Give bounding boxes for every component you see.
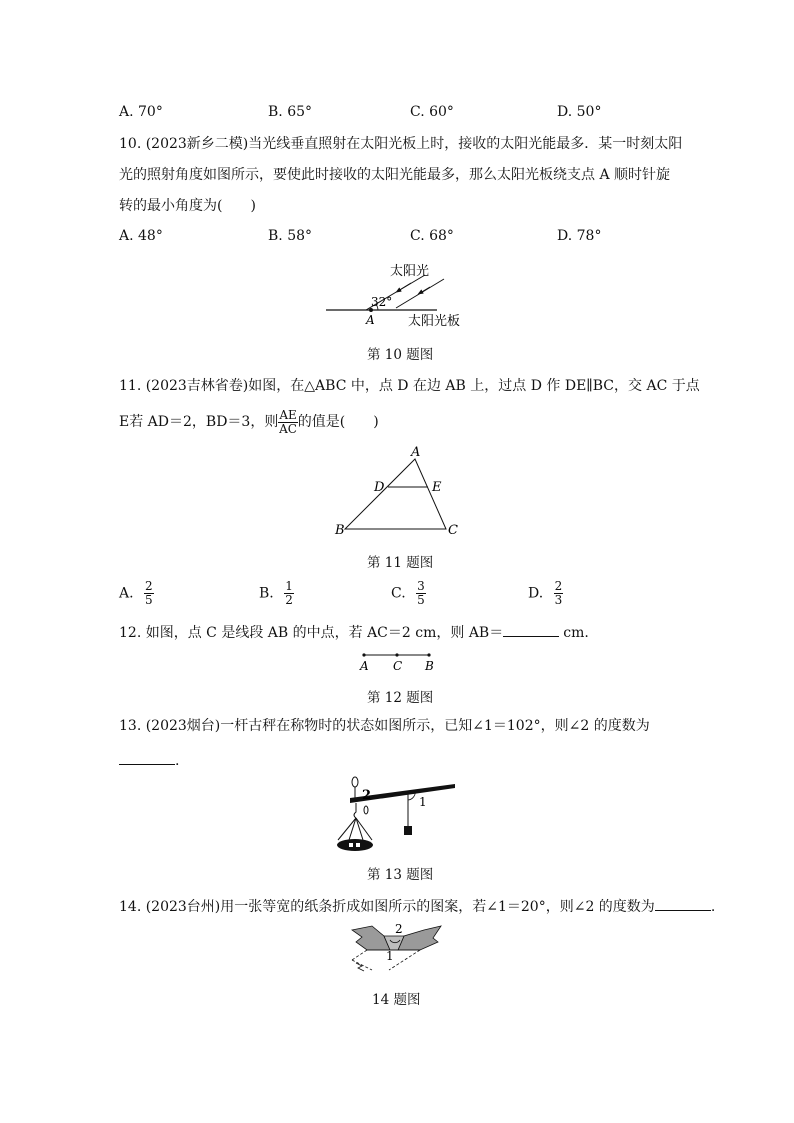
q11-label-b: B: [335, 523, 345, 538]
q9-option-a: A. 70°: [119, 104, 163, 120]
q11-text-line2-post: 的值是( ): [297, 414, 379, 430]
q10-label-sunlight: 太阳光: [390, 264, 430, 279]
q10-option-d: D. 78°: [557, 228, 602, 244]
q14-text: 14. (2023台州)用一张等宽的纸条折成如图所示的图案，若∠1＝20°，则∠2 的度数为 .: [119, 896, 715, 917]
q11-option-a: A. $\frac{2}{5}$: [119, 579, 153, 607]
q10-option-b: B. 58°: [268, 228, 313, 244]
q10-text-line2: 光的照射角度如图所示，要使此时接收的太阳光能最多，那么太阳光板绕支点 A 顺时针旋: [119, 167, 671, 183]
q9-option-c: C. 60°: [410, 104, 454, 120]
q14-strip-right: [398, 926, 441, 950]
q11-label-a: A: [411, 445, 421, 460]
q13-label-angle1: 1: [419, 795, 427, 809]
q10-option-c: C. 68°: [410, 228, 454, 244]
q13-text-line2: .: [119, 750, 179, 771]
q13-caption: 第 13 题图: [367, 867, 434, 883]
q12-text: 12. 如图，点 C 是线段 AB 的中点，若 AC＝2 cm，则 AB＝ cm.: [119, 622, 589, 643]
q11-option-c: C. $\frac{3}{5}$: [391, 579, 425, 607]
q11-option-c-fraction: $\frac{3}{5}$: [417, 579, 425, 607]
q9-option-b: B. 65°: [268, 104, 313, 120]
q14-tear: [356, 963, 364, 971]
q12-caption: 第 12 题图: [367, 690, 434, 706]
q10-label-panel: 太阳光板: [408, 314, 461, 329]
q11-text-line2-pre: E若 AD＝2，BD＝3，则: [119, 414, 279, 430]
q11-label-e: E: [432, 480, 442, 495]
q12-label-c: C: [393, 659, 403, 673]
q11-option-d-fraction: $\frac{2}{3}$: [554, 579, 563, 607]
q14-strip-left: [352, 926, 390, 950]
q10-text-line3: 转的最小角度为( ): [119, 198, 256, 214]
q10-caption: 第 10 题图: [367, 347, 434, 363]
q11-option-a-fraction: $\frac{2}{5}$: [145, 579, 153, 607]
q9-option-d: D. 50°: [557, 104, 602, 120]
q11-label-d: D: [374, 480, 385, 495]
q12-label-b: B: [425, 659, 434, 673]
q10-label-a: A: [366, 313, 375, 327]
q10-text-line1: 10. (2023新乡二模)当光线垂直照射在太阳光板上时，接收的太阳光能最多．某一时刻太阳: [119, 136, 683, 152]
q13-text-line1: 13. (2023烟台)一杆古秤在称物时的状态如图所示，已知∠1＝102°，则∠2 的度数为: [119, 718, 650, 734]
q11-caption: 第 11 题图: [367, 555, 434, 571]
q11-option-b-fraction: $\frac{1}{2}$: [285, 579, 293, 607]
q14-caption: 14 题图: [372, 992, 421, 1008]
q10-label-angle: 32°: [371, 295, 393, 309]
q11-text-line1: 11. (2023吉林省卷)如图，在△ABC 中，点 D 在边 AB 上，过点 D 作 DE∥BC，交 AC 于点: [119, 378, 700, 394]
q14-label-angle1: 1: [386, 949, 394, 963]
q11-ratio-fraction: $\frac{AE}{AC}$: [279, 407, 297, 436]
q11-label-c: C: [448, 523, 458, 538]
q10-option-a: A. 48°: [119, 228, 163, 244]
q12-label-a: A: [360, 659, 369, 673]
q13-label-angle2: 2: [362, 788, 372, 803]
q11-option-d: D. $\frac{2}{3}$: [528, 579, 563, 607]
q14-label-angle2: 2: [395, 922, 403, 936]
q11-option-b: B. $\frac{1}{2}$: [259, 579, 293, 607]
